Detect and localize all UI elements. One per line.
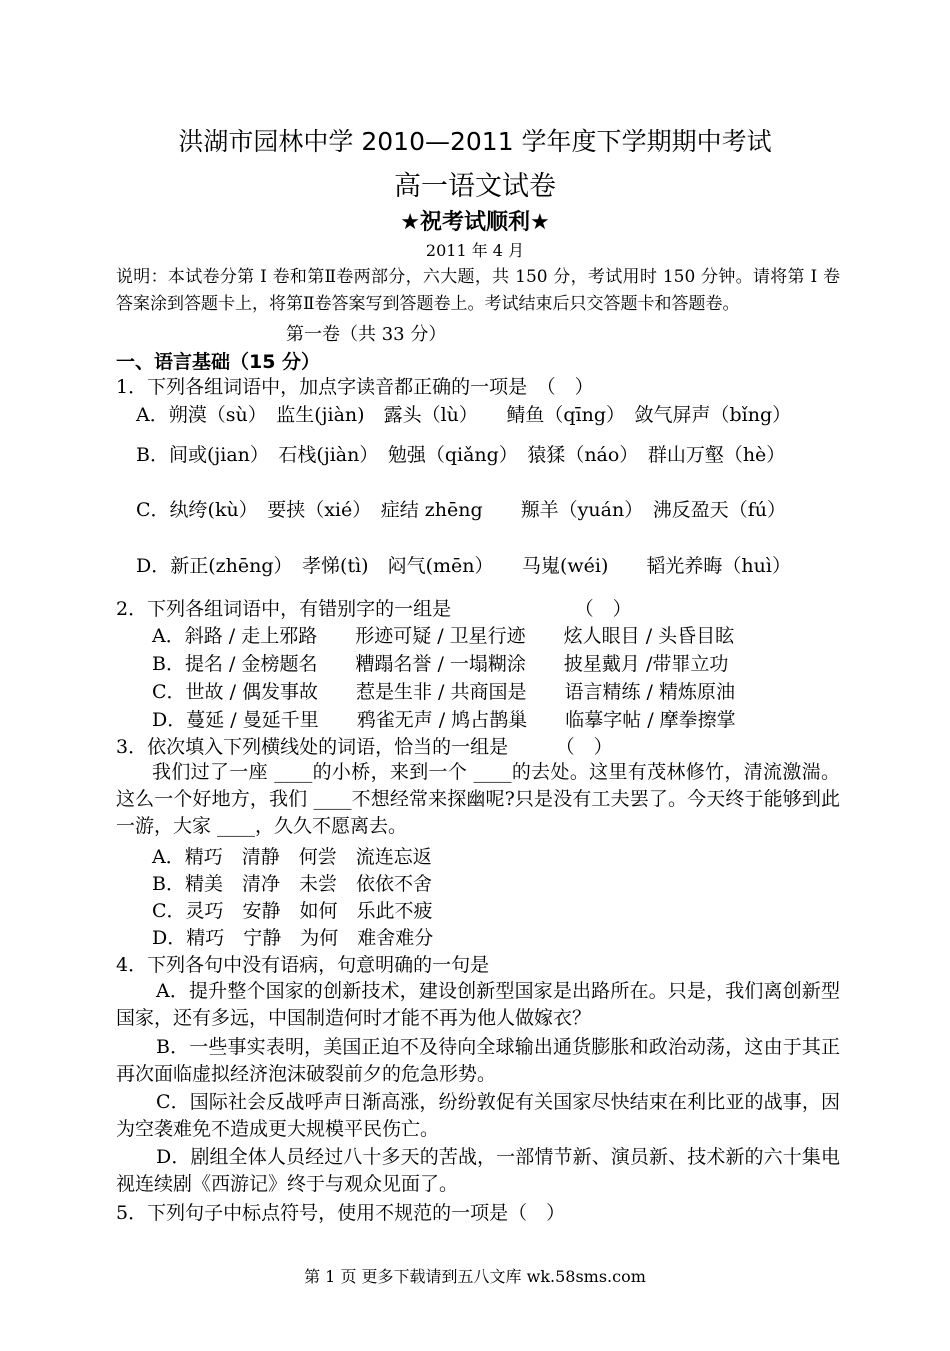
volume-heading: 第一卷（共 33 分） [286,324,447,345]
q4-option-b: B．一些事实表明，美国正迫不及待向全球输出通货膨胀和政治动荡，这由于其正再次面临虚拟经济泡沫破裂前夕的危急形势。 [116,1036,840,1085]
q3-stem: 3．依次填入下列横线处的词语，恰当的一组是 （ ） [116,736,613,758]
q4-stem: 4．下列各句中没有语病，句意明确的一句是 [116,954,490,976]
q3-passage: 我们过了一座 ____的小桥，来到一个 ____的去处。这里有茂林修竹，清流激湍。这么一个好地方，我们 ____不想经常来探幽呢?只是没有工夫罢了。今天终于能够到此一游，大家 ____，久久不愿离去。 [116,761,840,837]
q3-option-c: C．灵巧 安静 如何 乐此不疲 [152,900,433,922]
exam-title: 洪湖市园林中学 2010—2011 学年度下学期期中考试 [178,127,772,156]
q4-option-c: C．国际社会反战呼声日渐高涨，纷纷敦促有关国家尽快结束在利比亚的战事，因为空袭难免不造成更大规模平民伤亡。 [116,1091,840,1140]
q5-stem: 5．下列句子中标点符号，使用不规范的一项是（ ） [116,1202,566,1224]
q2-option-d: D．蔓延 / 曼延千里 鸦雀无声 / 鸠占鹊巢 临摹字帖 / 摩拳擦掌 [152,709,736,731]
q2-stem: 2．下列各组词语中，有错别字的一组是 （ ） [116,598,632,620]
q4-option-a: A．提升整个国家的创新技术，建设创新型国家是出路所在。只是，我们离创新型国家，还有多远，中国制造何时才能不再为他人做嫁衣？ [116,980,840,1029]
exam-wish: ★祝考试顺利★ [400,210,550,235]
q1-option-a: A．朔漠（sù） 监生(jiàn) 露头（lù） 鲭鱼（qīng） 敛气屏声（bǐng） [136,404,792,426]
instructions: 说明：本试卷分第 I 卷和第Ⅱ卷两部分，六大题，共 150 分，考试用时 150 分钟。请将第 I 卷答案涂到答题卡上，将第Ⅱ卷答案写到答题卷上。考试结束后只交答题卡和答题卷。 [116,267,840,314]
q2-option-a: A．斜路 / 走上邪路 形迹可疑 / 卫星行迹 炫人眼目 / 头昏目眩 [152,625,735,647]
page-footer: 第 1 页 更多下载请到五八文库 wk.58sms.com [304,1267,646,1286]
exam-date: 2011 年 4 月 [425,241,525,260]
q1-option-d: D．新正(zhēng） 孝悌(tì) 闷气(mēn） 马嵬(wéi) 韬光养晦（huì） [136,555,791,577]
q3-option-b: B．精美 清净 未尝 依依不舍 [152,873,432,895]
exam-subtitle: 高一语文试卷 [394,171,556,202]
q2-option-b: B．提名 / 金榜题名 糟蹋名誉 / 一塌糊涂 披星戴月 /带罪立功 [152,653,729,675]
q2-option-c: C．世故 / 偶发事故 惹是生非 / 共商国是 语言精练 / 精炼原油 [152,681,735,703]
q4-option-d: D．剧组全体人员经过八十多天的苦战，一部情节新、演员新、技术新的六十集电视连续剧《西游记》终于与观众见面了。 [116,1146,840,1195]
q1-option-b: B．间或(jian） 石栈(jiàn） 勉强（qiǎng） 猿猱（náo） 群山万壑（hè） [136,444,786,466]
q3-option-d: D．精巧 宁静 为何 难舍难分 [152,927,434,949]
q1-stem: 1．下列各组词语中，加点字读音都正确的一项是 （ ） [116,376,594,398]
q1-option-c: C．纨绔(kù） 要挟（xié） 症结 zhēng 羱羊（yuán） 沸反盈天（fú） [136,499,786,521]
q3-option-a: A．精巧 清静 何尝 流连忘返 [152,846,432,868]
section-heading: 一、语言基础（15 分） [116,351,321,373]
